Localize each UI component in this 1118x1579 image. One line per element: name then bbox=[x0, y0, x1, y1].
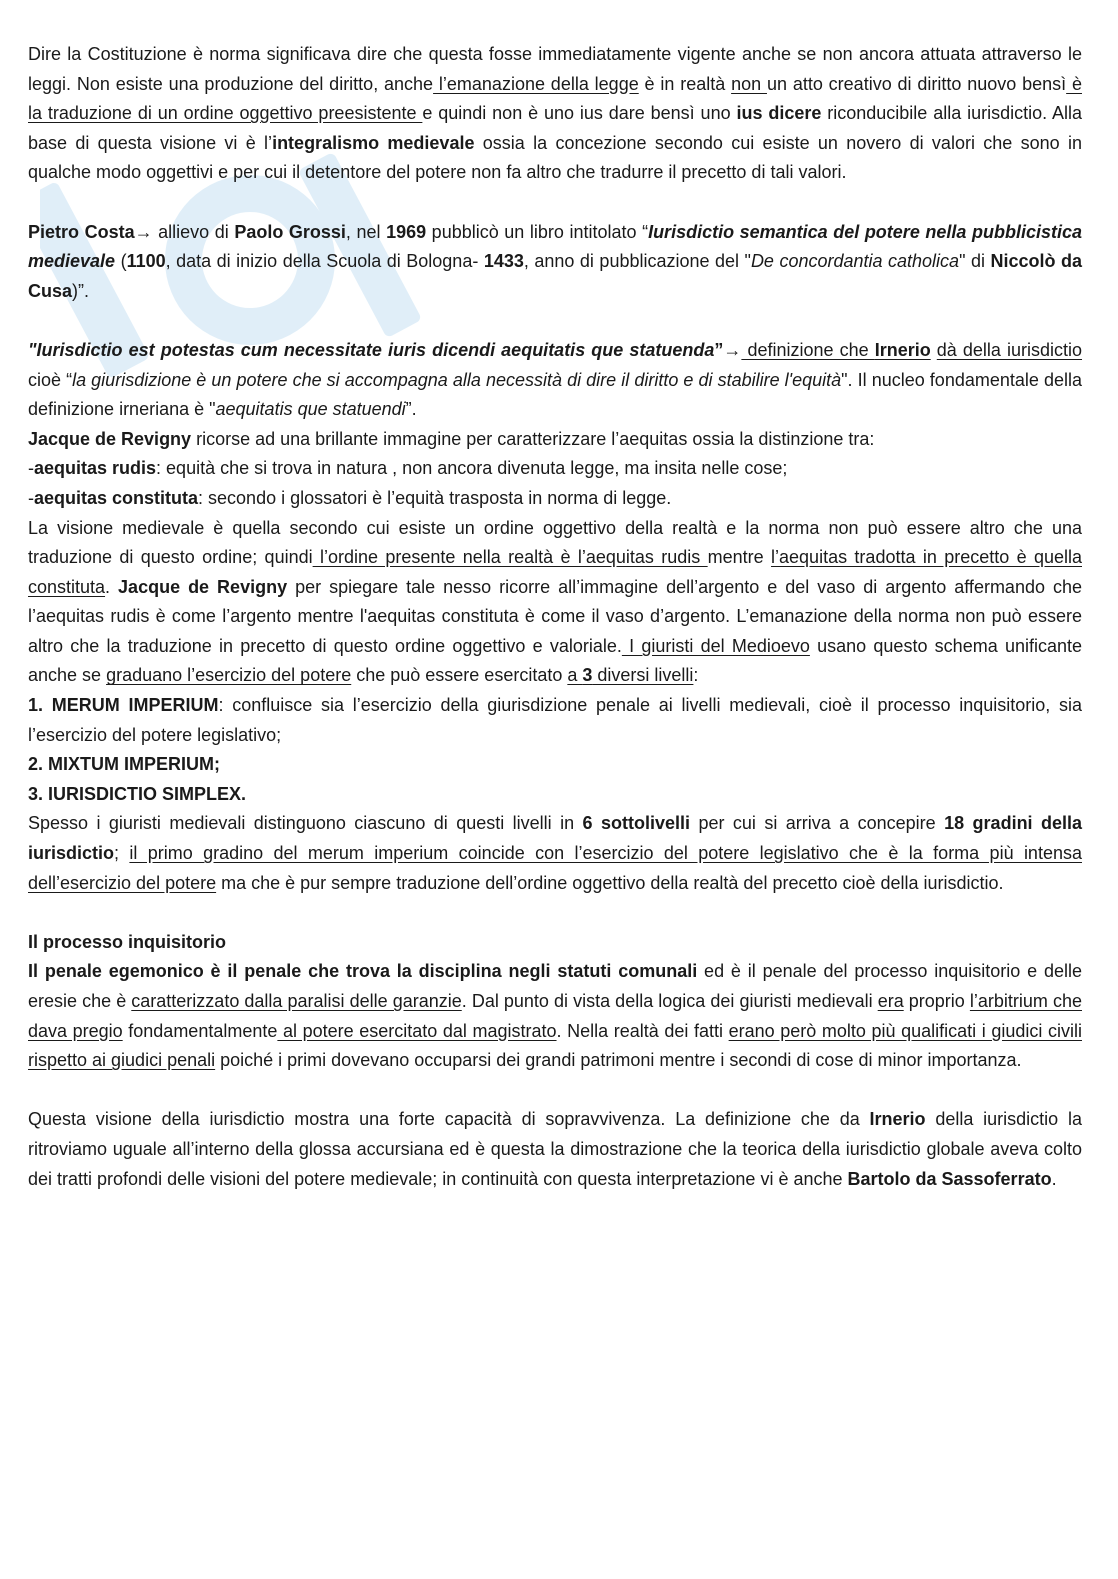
list-item-merum-imperium: 1. MERUM IMPERIUM: confluisce sia l’esercizio della giurisdizione penale ai livelli medievali, cioè il processo inquisitorio, sia l’esercizio del potere legislativo; bbox=[28, 695, 1083, 745]
paragraph-penale-egemonico: Il penale egemonico è il penale che trova la disciplina negli statuti comunali ed è il penale del processo inquisitorio e delle eresie che è caratterizzato dalla paralisi delle garanzie. Dal punto di vista della logica dei giuristi medievali era proprio l’arbitrium che dava pregio fondamentalmente al potere esercitato dal magistrato. Nella realtà dei fatti erano però molto più qualificati i giudici civili rispetto ai giudici penali poiché i primi dovevano occuparsi dei grandi patrimoni mentre i secondi di cose di minor importanza. bbox=[28, 961, 1082, 1071]
paragraph-sottolivelli: Spesso i giuristi medievali distinguono ciascuno di questi livelli in 6 sottolivelli per cui si arriva a concepire 18 gradini della iurisdictio; il primo gradino del merum imperium coincide con l’esercizio del potere legislativo che è la forma più intensa dell’esercizio del potere ma che è pur sempre traduzione dell’ordine oggettivo della realtà del precetto cioè della iurisdictio. bbox=[28, 813, 1083, 893]
paragraph-costituzione: Dire la Costituzione è norma significava dire che questa fosse immediatamente vigente anche se non ancora attuata attraverso le leggi. Non esiste una produzione del diritto, anche l’emanazione della legge è in realtà non un atto creativo di diritto nuovo bensì è la traduzione di un ordine oggettivo preesistente e quindi non è uno ius dare bensì uno ius dicere riconducibile alla iurisdictio. Alla base di questa visione vi è l’integralismo medievale ossia la concezione secondo cui esiste un novero di valori che sono in qualche modo oggettivi e per cui il detentore del potere non fa altro che tradurre il precetto di tali valori. bbox=[28, 44, 1083, 183]
document-page bbox=[28, 40, 1082, 1194]
paragraph-pietro-costa: Pietro Costa→ allievo di Paolo Grossi, nel 1969 pubblicò un libro intitolato “Iurisdictio semantica del potere nella pubblicistica medievale (1100, data di inizio della Scuola di Bologna- 1433, anno di pubblicazione del "De concordantia catholica" di Niccolò da Cusa)”. bbox=[28, 221, 1082, 301]
paragraph-revigny: Jacque de Revigny ricorse ad una brillante immagine per caratterizzare l’aequitas ossia la distinzione tra: bbox=[28, 428, 875, 449]
paragraph-visione-medievale: La visione medievale è quella secondo cui esiste un ordine oggettivo della realtà e la norma non può essere altro che una traduzione di questo ordine; quindi l’ordine presente nella realtà è l’aequitas rudis mentre l’aequitas tradotta in precetto è quella constituta. Jacque de Revigny per spiegare tale nesso ricorre all’immagine dell’argento e del vaso di argento affermando che l’aequitas rudis è come l’argento mentre l'aequitas constituta è come il vaso d’argento. L’emanazione della norma non può essere altro che la traduzione in precetto di questo ordine oggettivo e valoriale. I giuristi del Medioevo usano questo schema unificante anche se graduano l’esercizio del potere che può essere esercitato a 3 diversi livelli: bbox=[28, 517, 1082, 686]
paragraph-definizione-irnerio: "Iurisdictio est potestas cum necessitate iuris dicendi aequitatis que statuenda”→ definizione che Irnerio dà della iurisdictio cioè “la giurisdizione è un potere che si accompagna alla necessità di dire il diritto e di stabilire l'equità". Il nucleo fondamentale della definizione irneriana è "aequitatis que statuendi”. bbox=[28, 339, 1083, 420]
section-heading: Il processo inquisitorio bbox=[28, 931, 227, 952]
list-item-aequitas-rudis: -aequitas rudis: equità che si trova in natura , non ancora divenuta legge, ma insita nelle cose; bbox=[28, 458, 788, 479]
list-item-aequitas-constituta: -aequitas constituta: secondo i glossatori è l’equità trasposta in norma di legge. bbox=[28, 487, 672, 508]
paragraph-sopravvivenza: Questa visione della iurisdictio mostra una forte capacità di sopravvivenza. La definizione che da Irnerio della iurisdictio la ritroviamo uguale all’interno della glossa accursiana ed è questa la dimostrazione che la teorica della iurisdictio globale aveva colto dei tratti profondi delle visioni del potere medievale; in continuità con questa interpretazione vi è anche Bartolo da Sassoferrato. bbox=[28, 1109, 1082, 1189]
list-item-mixtum-imperium: 2. MIXTUM IMPERIUM; bbox=[28, 754, 220, 775]
list-item-iurisdictio-simplex: 3. IURISDICTIO SIMPLEX. bbox=[28, 783, 247, 804]
